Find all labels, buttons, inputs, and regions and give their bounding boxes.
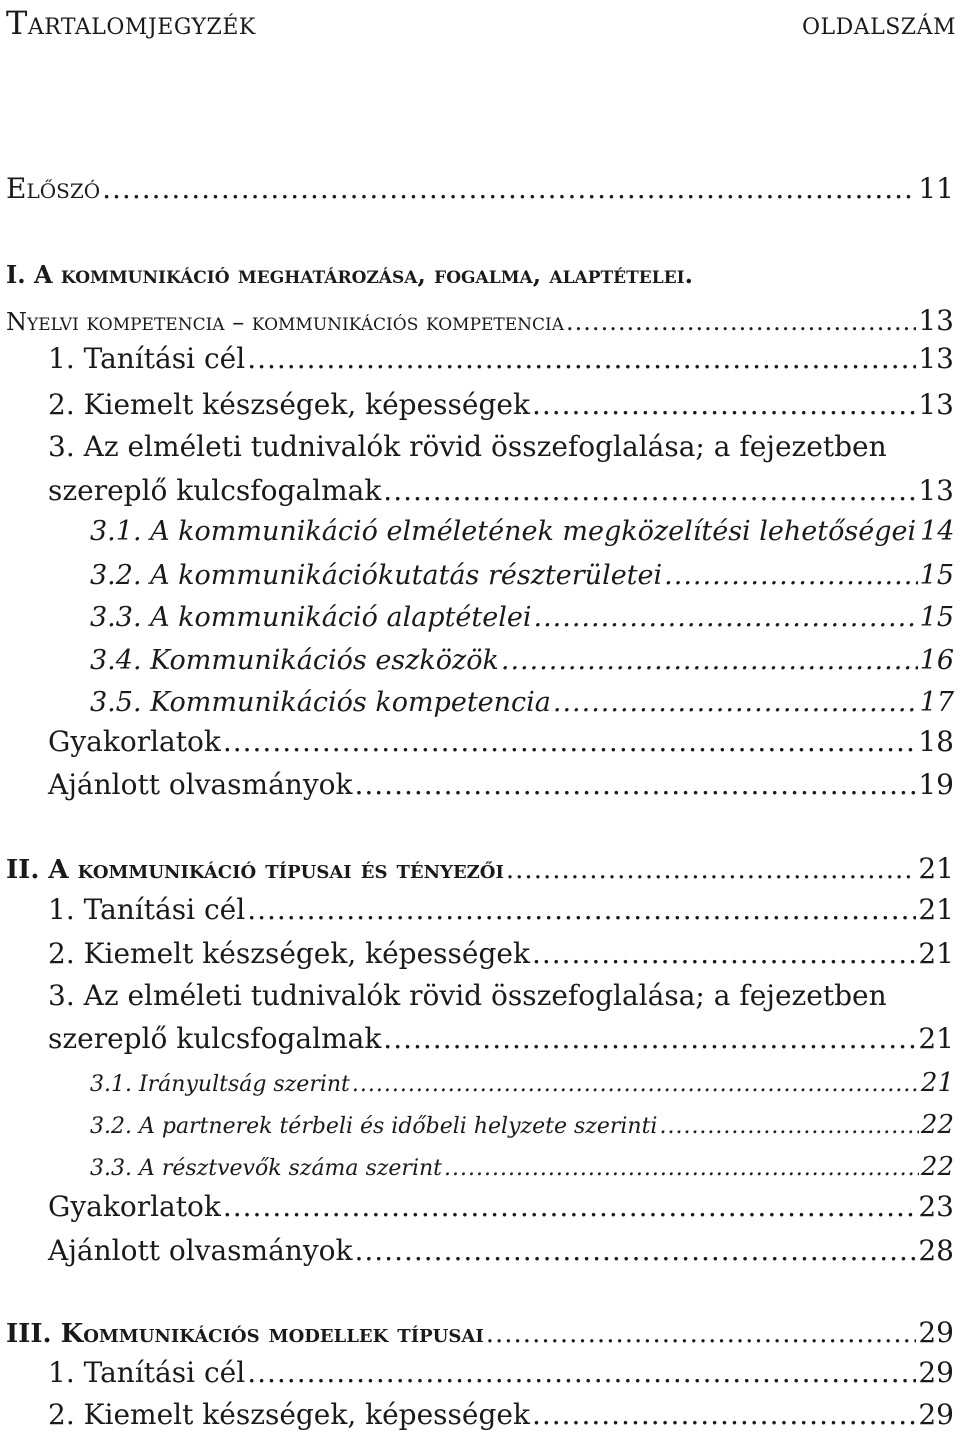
toc-entry-page: 18	[918, 725, 954, 758]
toc-entry[interactable]	[48, 1398, 954, 1431]
toc-subentry[interactable]	[90, 645, 954, 676]
toc-entry-page: 22	[920, 1152, 954, 1182]
toc-entry-page: 13	[918, 342, 954, 375]
toc-subentry[interactable]	[90, 1110, 954, 1140]
toc-entry-label: szereplő kulcsfogalmak	[48, 1022, 382, 1055]
dot-leader	[354, 1234, 916, 1267]
toc-subentry[interactable]	[90, 516, 954, 547]
toc-entry-label: 3.2. A partnerek térbeli és időbeli helyzete szerinti	[90, 1114, 658, 1139]
dot-leader	[352, 1072, 919, 1097]
toc-entry-label-line1[interactable]: 3. Az elméleti tudnivalók rövid összefoglalása; a fejezetben	[48, 430, 887, 463]
toc-entry-page: 29	[918, 1398, 954, 1431]
toc-entry-page: 13	[918, 388, 954, 421]
toc-entry-label: III. Kommunikációs modellek típusai	[6, 1319, 484, 1349]
chapter-3-title[interactable]	[6, 1316, 954, 1349]
toc-entry[interactable]	[48, 388, 954, 421]
toc-entry-label: 3.3. A résztvevők száma szerint	[90, 1156, 442, 1181]
toc-entry-page: 17	[919, 687, 954, 718]
toc-entry-label: 3.2. A kommunikációkutatás részterületei	[90, 560, 663, 591]
toc-entry-label: szereplő kulcsfogalmak	[48, 474, 382, 507]
dot-leader	[534, 602, 918, 633]
toc-subentry[interactable]	[90, 687, 954, 718]
dot-leader	[532, 937, 916, 970]
toc-entry-eloszo[interactable]	[6, 172, 954, 205]
dot-leader	[102, 172, 916, 205]
toc-entry-label: 2. Kiemelt készségek, képességek	[48, 937, 530, 970]
toc-entry-label: 2. Kiemelt készségek, képességek	[48, 1398, 530, 1431]
page-number-label: oldalszám	[801, 4, 956, 42]
toc-entry-label: 2. Kiemelt készségek, képességek	[48, 388, 530, 421]
toc-entry-label: 1. Tanítási cél	[48, 342, 246, 375]
toc-entry[interactable]	[48, 1022, 954, 1055]
toc-entry-label: Ajánlott olvasmányok	[48, 1234, 353, 1267]
toc-subentry[interactable]	[90, 1152, 954, 1182]
toc-entry-label: 3.1. A kommunikáció elméletének megközelítési lehetőségei	[90, 516, 917, 547]
toc-entry-label: Gyakorlatok	[48, 1190, 221, 1223]
dot-leader	[553, 687, 918, 718]
toc-title: Tartalomjegyzék	[6, 4, 256, 42]
toc-subentry[interactable]	[90, 560, 954, 591]
dot-leader	[354, 768, 916, 801]
toc-entry-label: 1. Tanítási cél	[48, 893, 246, 926]
toc-entry-label: Ajánlott olvasmányok	[48, 768, 353, 801]
dot-leader	[566, 308, 916, 336]
toc-entry-label: 3.3. A kommunikáció alaptételei	[90, 602, 532, 633]
toc-entry-page: 21	[918, 937, 954, 970]
toc-entry-page: 13	[918, 304, 954, 337]
toc-entry-page: 23	[918, 1190, 954, 1223]
toc-entry-page: 19	[918, 768, 954, 801]
dot-leader	[501, 645, 918, 676]
toc-entry-label: 3.5. Kommunikációs kompetencia	[90, 687, 551, 718]
toc-entry-label: 3.4. Kommunikációs eszközök	[90, 645, 499, 676]
toc-entry-olvasmanyok[interactable]	[48, 768, 954, 801]
toc-entry-label-line1[interactable]: 3. Az elméleti tudnivalók rövid összefoglalása; a fejezetben	[48, 979, 887, 1012]
dot-leader	[223, 725, 917, 758]
toc-entry-label: Előszó	[6, 172, 101, 205]
toc-entry-page: 21	[918, 893, 954, 926]
toc-entry[interactable]	[48, 342, 954, 375]
dot-leader	[247, 893, 916, 926]
toc-entry-label: 3.1. Irányultság szerint	[90, 1072, 350, 1097]
dot-leader	[664, 560, 917, 591]
dot-leader	[383, 1022, 916, 1055]
toc-entry[interactable]	[48, 1356, 954, 1389]
toc-entry-page: 16	[919, 645, 954, 676]
dot-leader	[532, 1398, 916, 1431]
toc-entry-label: Gyakorlatok	[48, 725, 221, 758]
toc-entry-page: 21	[920, 1068, 954, 1098]
toc-entry-label: II. A kommunikáció típusai és tényezői	[6, 855, 504, 885]
toc-entry[interactable]	[48, 893, 954, 926]
dot-leader	[383, 474, 916, 507]
toc-entry-page: 21	[918, 1022, 954, 1055]
toc-entry-page: 29	[918, 1356, 954, 1389]
dot-leader	[247, 1356, 916, 1389]
toc-entry-page: 29	[918, 1316, 954, 1349]
chapter-1-title-line1[interactable]: I. A kommunikáció meghatározása, fogalma, alaptételei.	[6, 260, 693, 289]
chapter-2-title[interactable]	[6, 852, 954, 885]
dot-leader	[486, 1319, 917, 1349]
toc-entry-page: 14	[920, 516, 955, 547]
toc-entry-page: 13	[918, 474, 954, 507]
chapter-1-title-line2[interactable]	[6, 304, 954, 337]
toc-entry-label: 1. Tanítási cél	[48, 1356, 246, 1389]
toc-entry-page: 22	[920, 1110, 954, 1140]
toc-entry[interactable]	[48, 474, 954, 507]
toc-subentry[interactable]	[90, 1068, 954, 1098]
dot-leader	[247, 342, 916, 375]
toc-subentry[interactable]	[90, 602, 954, 633]
toc-entry-page: 28	[918, 1234, 954, 1267]
toc-entry-page: 15	[919, 560, 954, 591]
dot-leader	[444, 1156, 919, 1181]
dot-leader	[506, 855, 916, 885]
page-header	[6, 4, 956, 44]
toc-entry-page: 21	[918, 852, 954, 885]
toc-entry-page: 15	[919, 602, 954, 633]
toc-entry-page: 11	[918, 172, 954, 205]
dot-leader	[532, 388, 916, 421]
toc-entry-gyakorlatok[interactable]	[48, 725, 954, 758]
dot-leader	[223, 1190, 917, 1223]
toc-entry-gyakorlatok[interactable]	[48, 1190, 954, 1223]
toc-entry-olvasmanyok[interactable]	[48, 1234, 954, 1267]
toc-entry-label: Nyelvi kompetencia – kommunikációs kompetencia	[6, 308, 565, 336]
dot-leader	[659, 1114, 918, 1139]
toc-entry[interactable]	[48, 937, 954, 970]
